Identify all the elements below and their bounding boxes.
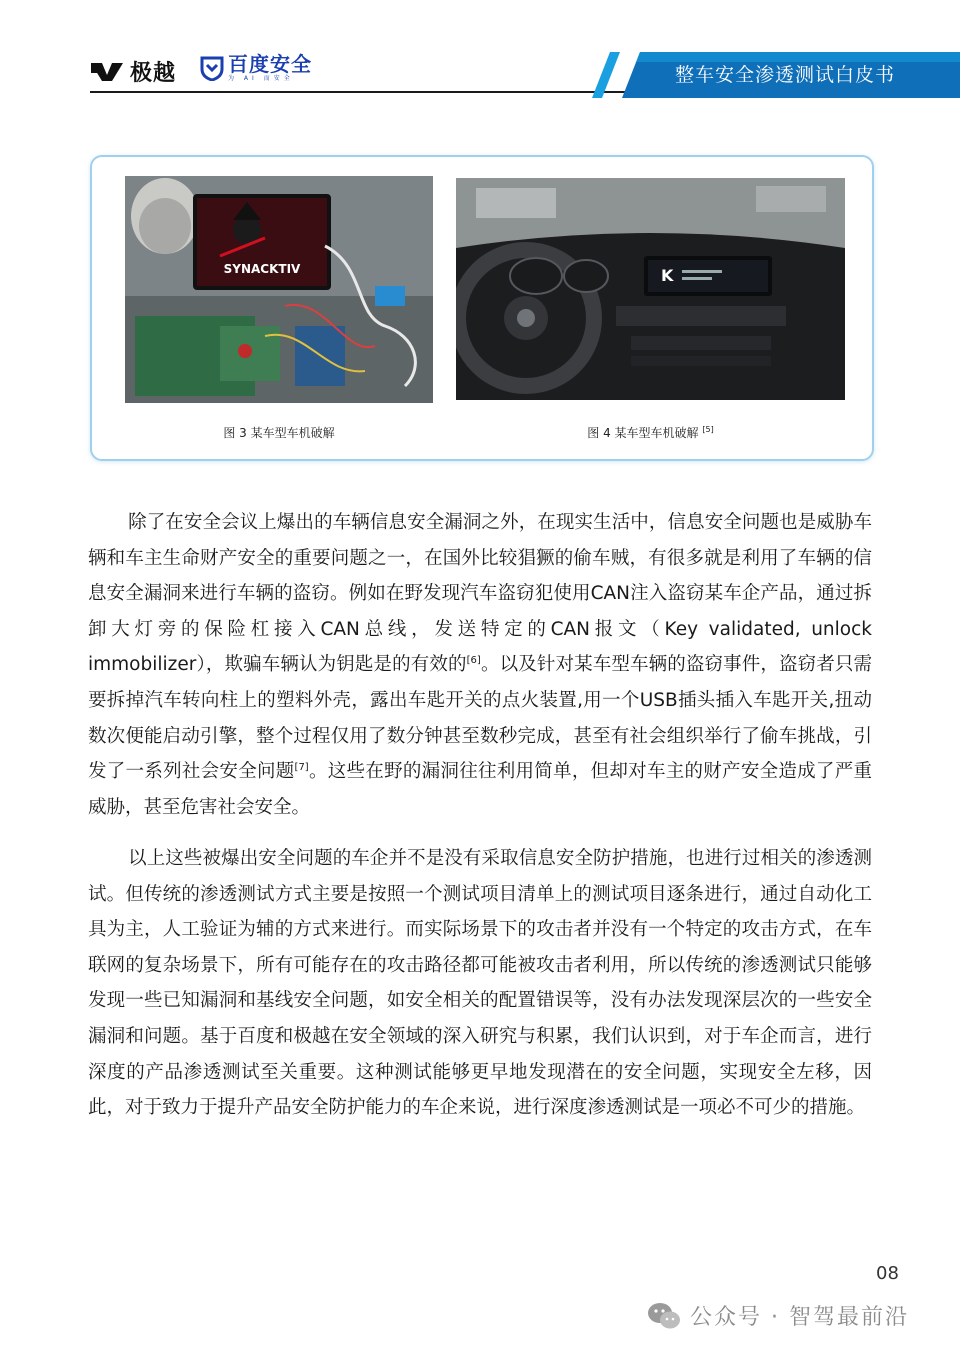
page-number: 08 <box>876 1263 899 1284</box>
header-rule <box>90 91 630 93</box>
baidu-tagline: 为 AI 而安全 <box>228 75 294 82</box>
baidu-brand-name: 百度安全 <box>228 52 312 76</box>
watermark-text: 公众号 · 智驾最前沿 <box>690 1305 909 1330</box>
figure-3-caption: 图 3 某车型车机破解 <box>223 426 335 440</box>
shield-icon <box>200 55 224 81</box>
jiyue-brand-name: 极越 <box>130 61 177 86</box>
jiyue-logo <box>90 56 176 87</box>
figure-3-photo <box>125 176 433 403</box>
baidu-security-logo <box>200 54 312 82</box>
figure-4-photo <box>456 178 845 400</box>
paragraph-1: 除了在安全会议上爆出的车辆信息安全漏洞之外，在现实生活中，信息安全问题也是威胁车辆和车主生命财产安全的重要问题之一，在国外比较猖獗的偷车贼，有很多就是利用了车辆的信息安全漏洞来进行车辆的盗窃。例如在野发现汽车盗窃犯使用CAN注入盗窃某车企产品，通过拆卸大灯旁的保险杠接入CAN总线，发送特定的CAN报文（Key validated, unlock immobilizer），欺骗车辆认为钥匙是的有效的[6]。以及针对某车型车辆的盗窃事件，盗窃者只需要拆掉汽车转向柱上的塑料外壳，露出车匙开关的点火装置,用一个USB插头插入车匙开关,扭动数次便能启动引擎，整个过程仅用了数分钟甚至数秒完成，甚至有社会组织举行了偷车挑战，引发了一系列社会安全问题[7]。这些在野的漏洞往往利用简单，但却对车主的财产安全造成了严重威胁，甚至危害社会安全。 <box>88 512 872 818</box>
figure-4-caption: 图 4 某车型车机破解 [5] <box>587 425 714 440</box>
citation-6: [6] <box>466 655 481 667</box>
jiyue-mark-icon <box>90 59 124 85</box>
paragraph-2: 以上这些被爆出安全问题的车企并不是没有采取信息安全防护措施，也进行过相关的渗透测试。但传统的渗透测试方式主要是按照一个测试项目清单上的测试项目逐条进行，通过自动化工具为主，人工验证为辅的方式来进行。而实际场景下的攻击者并没有一个特定的攻击方式，在车联网的复杂场景下，所有可能存在的攻击路径都可能被攻击者利用，所以传统的渗透测试只能够发现一些已知漏洞和基线安全问题，如安全相关的配置错误等，没有办法发现深层次的一些安全漏洞和问题。基于百度和极越在安全领域的深入研究与积累，我们认识到，对于车企而言，进行深度的产品渗透测试至关重要。这种测试能够更早地发现潜在的安全问题，实现安全左移，因此，对于致力于提升产品安全防护能力的车企来说，进行深度渗透测试是一项必不可少的措施。 <box>88 848 872 1119</box>
page-header <box>0 0 960 100</box>
watermark <box>646 1300 909 1331</box>
citation-7: [7] <box>294 762 309 773</box>
wechat-icon <box>646 1301 682 1331</box>
synacktiv-logo-text: SYNACKTIV <box>223 262 301 276</box>
document-title: 整车安全渗透测试白皮书 <box>674 64 895 86</box>
svg-text:K: K <box>661 266 674 285</box>
figure-4-reference: [5] <box>702 425 714 434</box>
